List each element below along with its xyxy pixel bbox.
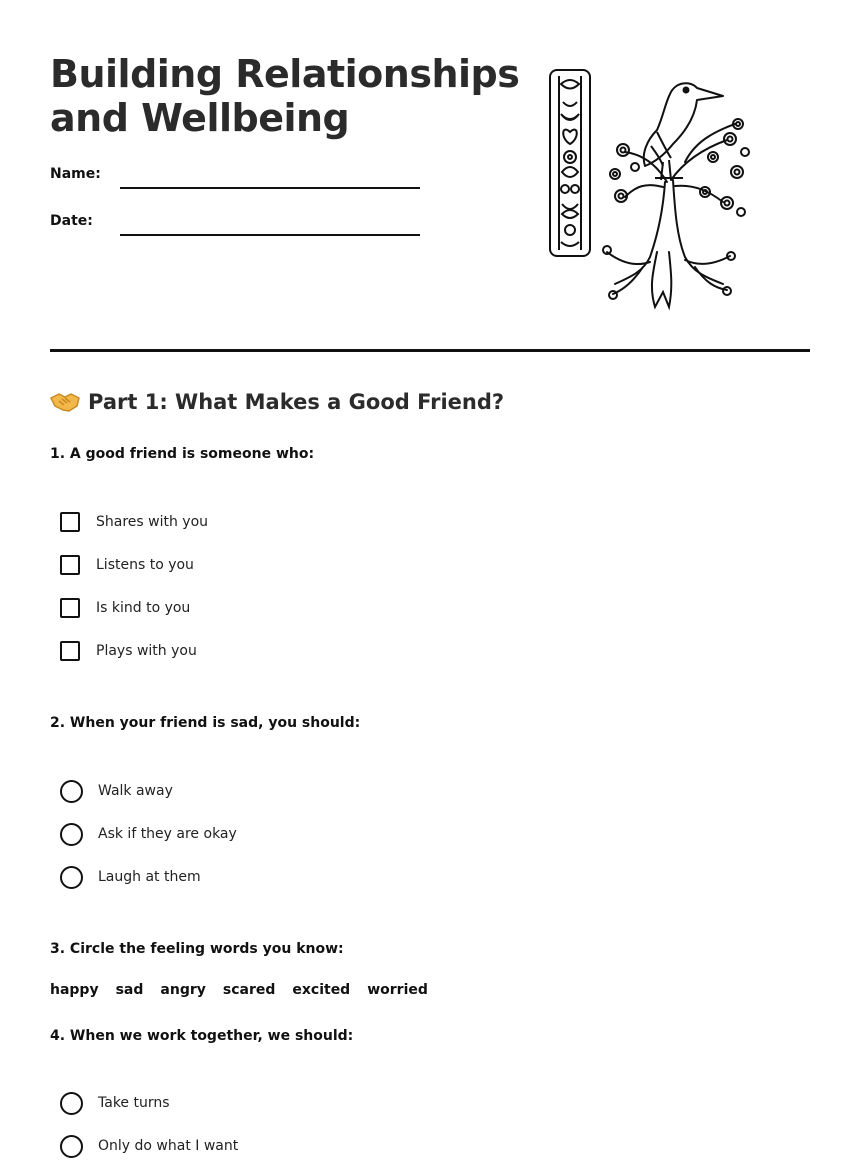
option-label: Ask if they are okay: [98, 826, 237, 842]
section-divider: [50, 349, 810, 352]
feeling-word[interactable]: excited: [292, 982, 351, 998]
title-line-1: Building Relationships: [50, 52, 520, 96]
q2-option[interactable]: [60, 865, 201, 889]
feeling-words: [50, 982, 445, 998]
feeling-word[interactable]: happy: [50, 982, 99, 998]
handshake-icon: [50, 390, 80, 414]
q1-option[interactable]: [60, 553, 194, 577]
question-1: 1. A good friend is someone who:: [50, 446, 315, 462]
q1-option[interactable]: [60, 639, 197, 663]
question-4: 4. When we work together, we should:: [50, 1028, 354, 1044]
q2-option[interactable]: [60, 779, 173, 803]
feeling-word[interactable]: sad: [115, 982, 144, 998]
option-label: Is kind to you: [96, 600, 191, 616]
radio-button[interactable]: [60, 780, 83, 803]
title-line-2: and Wellbeing: [50, 96, 350, 140]
radio-button[interactable]: [60, 866, 83, 889]
part1-title: Part 1: What Makes a Good Friend?: [88, 390, 505, 414]
radio-button[interactable]: [60, 1135, 83, 1158]
q1-option[interactable]: [60, 596, 190, 620]
question-2: 2. When your friend is sad, you should:: [50, 715, 361, 731]
feeling-word[interactable]: angry: [160, 982, 206, 998]
q4-option[interactable]: [60, 1134, 238, 1158]
q1-option[interactable]: [60, 510, 208, 534]
checkbox[interactable]: [60, 598, 80, 618]
option-label: Walk away: [98, 783, 173, 799]
option-label: Plays with you: [96, 643, 197, 659]
checkbox[interactable]: [60, 512, 80, 532]
radio-button[interactable]: [60, 823, 83, 846]
q2-option[interactable]: [60, 822, 237, 846]
carved-pou-icon: [550, 70, 590, 256]
radio-button[interactable]: [60, 1092, 83, 1115]
worksheet-title: [50, 52, 520, 140]
option-label: Take turns: [98, 1095, 170, 1111]
question-3: 3. Circle the feeling words you know:: [50, 941, 344, 957]
feeling-word[interactable]: scared: [222, 982, 276, 998]
feeling-word[interactable]: worried: [367, 982, 428, 998]
checkbox[interactable]: [60, 555, 80, 575]
option-label: Only do what I want: [98, 1138, 239, 1154]
tree-icon: [603, 119, 749, 307]
date-field[interactable]: [120, 234, 420, 236]
name-field[interactable]: [120, 187, 420, 189]
option-label: Listens to you: [96, 557, 194, 573]
option-label: Shares with you: [96, 514, 209, 530]
checkbox[interactable]: [60, 641, 80, 661]
date-label: Date:: [50, 213, 93, 229]
pou-and-bird-tree-illustration: [545, 62, 760, 317]
option-label: Laugh at them: [98, 869, 201, 885]
q4-option[interactable]: [60, 1091, 170, 1115]
part1-heading: [50, 390, 504, 414]
name-label: Name:: [50, 166, 101, 182]
